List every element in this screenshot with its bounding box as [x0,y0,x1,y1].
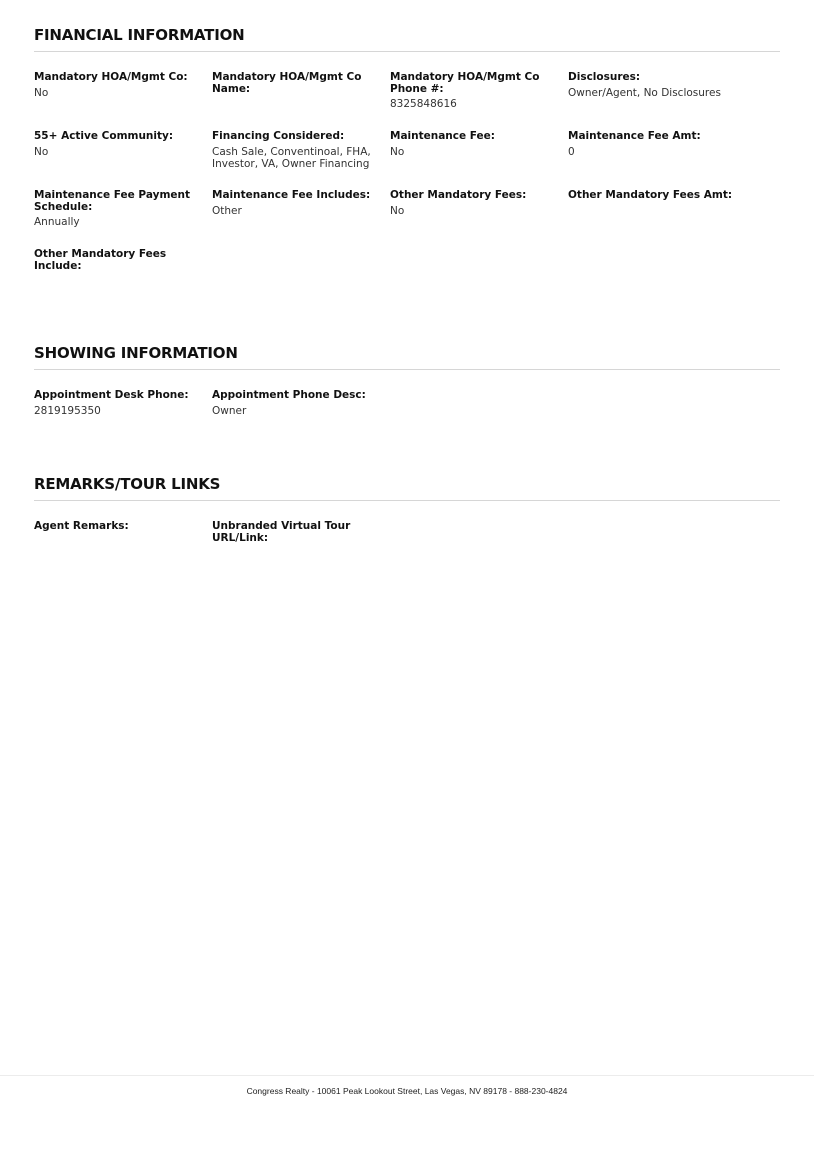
field-label: Maintenance Fee: [390,130,495,142]
financial-section [34,24,780,308]
field-maint-schedule [34,190,212,237]
field-label: Other Mandatory Fees Include: [34,248,167,272]
field-label: Mandatory HOA/Mgmt Co: [34,71,188,83]
field-value: Owner/Agent, No Disclosures [568,86,721,99]
field-label: Financing Considered: [212,130,345,142]
field-other-fees-include [34,249,212,296]
page-footer: Congress Realty - 10061 Peak Lookout Street, Las Vegas, NV 89178 - 888-230-4824 [246,1086,568,1096]
field-hoa-phone [390,72,568,119]
field-label: Appointment Phone Desc: [212,389,366,401]
field-financing [212,131,390,178]
field-disclosures [568,72,780,119]
financial-title: FINANCIAL INFORMATION [34,26,245,44]
field-value: No [34,86,49,99]
section-divider [34,500,780,501]
field-label: Agent Remarks: [34,520,129,532]
field-label: Other Mandatory Fees Amt: [568,189,733,201]
field-value: No [390,204,405,217]
field-label: Maintenance Fee Payment Schedule: [34,189,191,213]
field-value: 0 [568,145,575,158]
field-value: Owner [212,404,247,417]
field-other-fees [390,190,568,237]
field-other-fees-amt [568,190,780,237]
field-maint-fee [390,131,568,178]
field-label: Maintenance Fee Includes: [212,189,371,201]
field-phone-desc [212,390,390,437]
footer-divider [0,1075,814,1076]
field-maint-fee-amt [568,131,780,178]
field-desk-phone [34,390,212,437]
remarks-section [34,473,780,580]
field-value: 8325848616 [390,98,457,110]
showing-section [34,342,780,449]
showing-title: SHOWING INFORMATION [34,344,238,362]
field-value: 2819195350 [34,404,101,417]
remarks-fields [34,521,780,580]
field-active-community [34,131,212,178]
field-label: 55+ Active Community: [34,130,174,142]
remarks-title: REMARKS/TOUR LINKS [34,475,221,493]
field-value: No [34,145,49,158]
field-label: Mandatory HOA/Mgmt Co Phone #: [390,71,540,95]
field-label: Disclosures: [568,71,641,83]
field-virtual-tour [212,521,390,568]
field-value: Cash Sale, Conventinoal, FHA, Investor, VA, Owner Financing [212,145,371,170]
field-agent-remarks [34,521,212,568]
field-label: Unbranded Virtual Tour URL/Link: [212,520,351,544]
section-divider [34,369,780,370]
field-value: Annually [34,216,80,228]
field-hoa-name [212,72,390,119]
showing-fields [34,390,780,449]
field-maint-includes [212,190,390,237]
financial-fields [34,72,780,308]
field-value: No [390,145,405,158]
field-label: Appointment Desk Phone: [34,389,189,401]
section-divider [34,51,780,52]
field-value: Other [212,204,242,217]
field-label: Other Mandatory Fees: [390,189,527,201]
field-hoa-co [34,72,212,119]
field-label: Mandatory HOA/Mgmt Co Name: [212,71,362,95]
field-label: Maintenance Fee Amt: [568,130,701,142]
